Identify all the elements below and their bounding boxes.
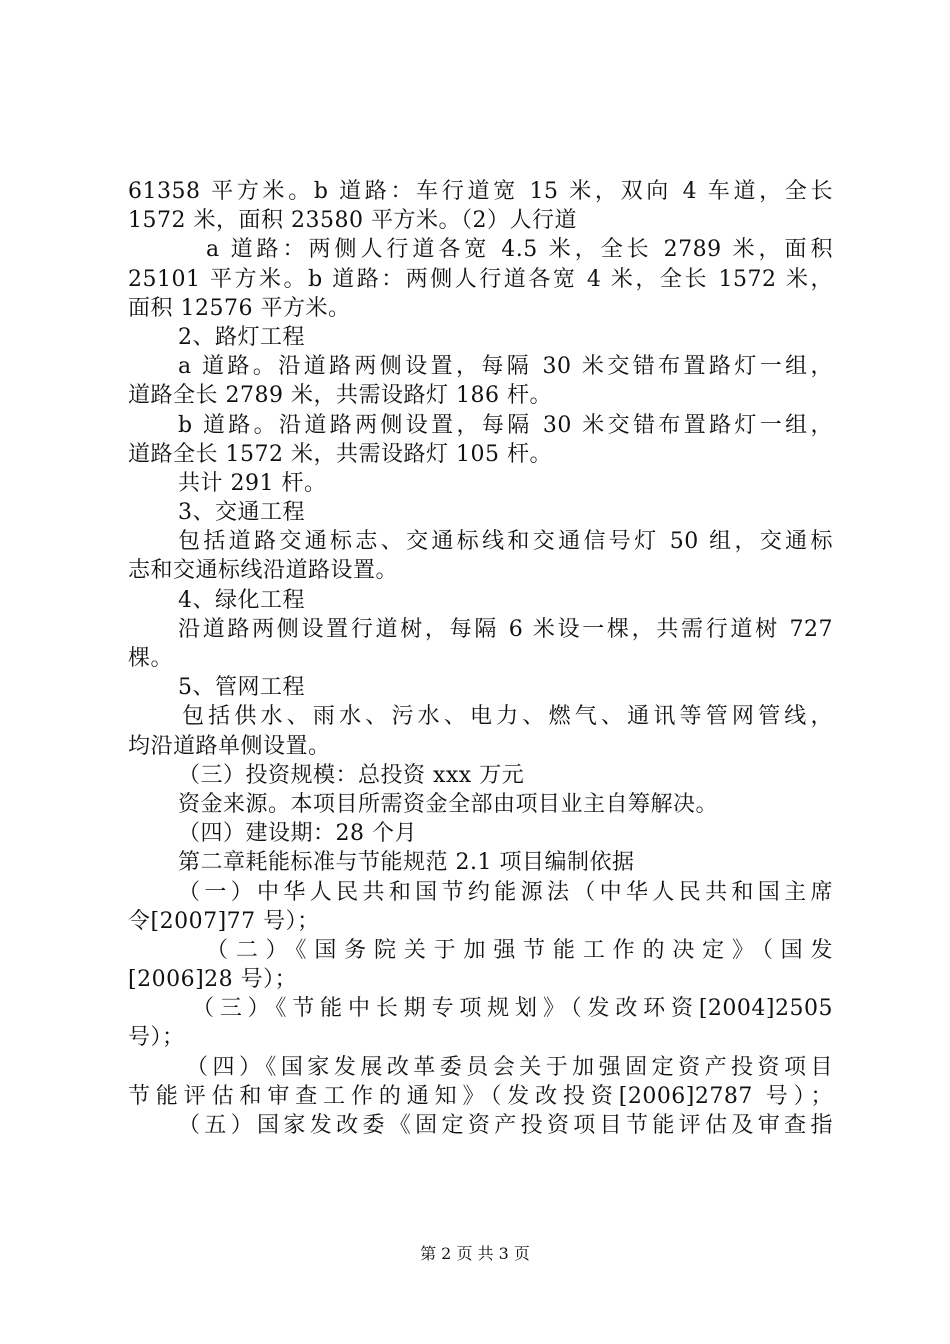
section-heading: 3、交通工程 — [178, 500, 305, 526]
body-line: 沿道路两侧设置行道树，每隔 6 米设一棵，共需行道树 727 — [178, 616, 833, 642]
body-line: 志和交通标线沿道路设置。 — [128, 558, 399, 584]
section-heading: 5、管网工程 — [178, 675, 305, 701]
body-line: 共计 291 杆。 — [178, 470, 327, 496]
reference-line: 号）； — [128, 1025, 185, 1051]
body-line: 均沿道路单侧设置。 — [128, 733, 331, 759]
section-heading: 2、路灯工程 — [178, 324, 305, 350]
reference-line: [2006]28 号）； — [128, 967, 298, 993]
document-body — [128, 177, 833, 1140]
chapter-heading: 第二章耗能标准与节能规范 2.1 项目编制依据 — [178, 850, 635, 876]
reference-line: （二）《国务院关于加强节能工作的决定》（国发 — [206, 937, 833, 963]
reference-line: （三）《节能中长期专项规划》（发改环资[2004]2505 — [192, 996, 833, 1022]
body-line: 包括供水、雨水、污水、电力、燃气、通讯等管网管线， — [182, 704, 833, 730]
reference-line: （一）中华人民共和国节约能源法（中华人民共和国主席 — [178, 879, 833, 905]
body-line: 包括道路交通标志、交通标线和交通信号灯 50 组，交通标 — [178, 529, 833, 555]
body-line: 资金来源。本项目所需资金全部由项目业主自筹解决。 — [178, 791, 719, 817]
body-line: a 道路：两侧人行道各宽 4.5 米，全长 2789 米，面积 — [206, 237, 833, 263]
body-line: （四）建设期：28 个月 — [178, 821, 417, 847]
body-line: 61358 平方米。b 道路：车行道宽 15 米，双向 4 车道，全长 — [128, 179, 833, 204]
reference-line: 节能评估和审查工作的通知》（发改投资[2006]2787 号）； — [128, 1083, 833, 1109]
body-line: 道路全长 1572 米，共需设路灯 105 杆。 — [128, 441, 552, 467]
reference-line: （五）国家发改委《固定资产投资项目节能评估及审查指 — [178, 1113, 833, 1138]
reference-line: （四）《国家发展改革委员会关于加强固定资产投资项目 — [186, 1054, 833, 1080]
body-line: a 道路。沿道路两侧设置，每隔 30 米交错布置路灯一组， — [178, 354, 833, 380]
reference-line: 令[2007]77 号）； — [128, 908, 320, 934]
body-line: 面积 12576 平方米。 — [128, 295, 351, 321]
body-line: 棵。 — [128, 646, 174, 671]
section-heading: 4、绿化工程 — [178, 587, 305, 613]
body-line: 道路全长 2789 米，共需设路灯 186 杆。 — [128, 383, 552, 409]
body-line: 1572 米，面积 23580 平方米。（2）人行道 — [128, 208, 577, 234]
body-line: b 道路。沿道路两侧设置，每隔 30 米交错布置路灯一组， — [178, 412, 833, 438]
body-line: 25101 平方米。b 道路：两侧人行道各宽 4 米，全长 1572 米， — [128, 266, 833, 292]
page-number: 第 2 页 共 3 页 — [420, 1244, 530, 1263]
body-line: （三）投资规模：总投资 xxx 万元 — [178, 762, 525, 788]
